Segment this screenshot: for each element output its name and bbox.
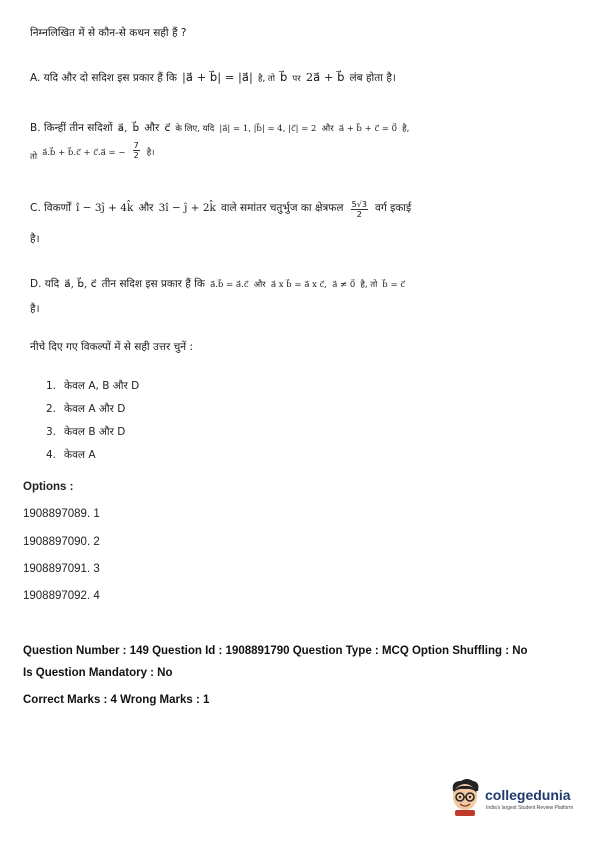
statement-b-a: a⃗ (117, 122, 125, 134)
options-label: Options : (23, 481, 74, 493)
statement-a-b: b⃗ (280, 70, 288, 84)
choice-text: केवल A (64, 449, 96, 461)
choice-number: 2. (46, 403, 57, 415)
option-item-1[interactable]: 1908897089. 1 (23, 508, 100, 520)
statement-b-hai: है, (402, 124, 410, 134)
choice-text: केवल B और D (64, 426, 126, 438)
statement-b-label: B. किन्हीं तीन सदिशों (30, 122, 113, 134)
choice-item (46, 425, 139, 448)
statement-b-aur2: और (321, 124, 334, 134)
choose-prompt: नीचे दिए गए विकल्पों में से सही उत्तर चुनें : (30, 341, 193, 353)
statement-a-label: A. यदि और दो सदिश इस प्रकार हैं कि (30, 72, 177, 84)
choice-number: 1. (46, 380, 57, 392)
statement-a-par: पर (292, 74, 301, 84)
collegedunia-logo (447, 777, 587, 821)
choice-number: 4. (46, 449, 57, 461)
statement-b-b: b⃗ (132, 122, 140, 134)
statement-a (30, 66, 396, 86)
choice-text: केवल A और D (64, 403, 126, 415)
statement-c-num: 5√3 (351, 200, 367, 209)
question-info-line3: Correct Marks : 4 Wrong Marks : 1 (23, 694, 210, 706)
statement-d-hai-to: है, तो (360, 280, 378, 290)
question-info-line2: Is Question Mandatory : No (23, 667, 173, 679)
statement-c (30, 196, 411, 219)
statement-c-end2: है। (30, 233, 40, 245)
statement-a-mid: है, तो (257, 74, 275, 84)
choice-item (46, 379, 139, 402)
statement-b (30, 116, 409, 136)
statement-c-mid: वाले समांतर चतुर्भुज का क्षेत्रफल (220, 202, 344, 214)
statement-a-end: लंब होता है। (349, 72, 396, 84)
statement-c-aur: और (138, 202, 154, 214)
statement-c-end: वर्ग इकाई (375, 202, 412, 214)
statement-c-den: 2 (356, 210, 362, 219)
option-item-2[interactable]: 1908897090. 2 (23, 536, 100, 548)
logo-tagline: India's largest Student Review Platform (486, 805, 574, 811)
choice-list (46, 379, 139, 471)
statement-d-concl: b⃗ = c⃗ (382, 280, 406, 290)
statement-d-end: है। (30, 303, 40, 315)
choice-item (46, 448, 139, 471)
statement-b-aur: और (144, 122, 160, 134)
choice-text: केवल A, B और D (64, 380, 140, 392)
statement-b-sum: a⃗ + b⃗ + c⃗ = 0⃗ (338, 124, 398, 134)
statement-b-fraction (133, 141, 140, 160)
statement-a-math: |a⃗ + b⃗| = |a⃗| (182, 70, 253, 84)
statement-b-c: c⃗ (164, 122, 171, 134)
statement-d-eq1: a⃗.b⃗ = a⃗.c⃗ (210, 280, 249, 290)
choice-number: 3. (46, 426, 57, 438)
statement-d-vecs: a⃗, b⃗, c⃗ (64, 278, 97, 290)
choice-item (46, 402, 139, 425)
statement-d-aur: और (253, 280, 266, 290)
question-info-line1: Question Number : 149 Question Id : 1908891790 Question Type : MCQ Option Shuffling : No (23, 645, 528, 657)
statement-b-hai2: है। (146, 148, 155, 158)
statement-b-line2 (30, 140, 155, 164)
logo-name: collegedunia (485, 787, 571, 803)
statement-b-cond: |a⃗| = 1, |b⃗| = 4, |c⃗| = 2 (219, 124, 317, 134)
statement-b-ke-liye: के लिए, यदि (175, 124, 215, 134)
statement-b-to: तो (30, 152, 38, 162)
mascot-icon (447, 777, 483, 817)
statement-c-v1: î − 3ĵ + 4k̂ (76, 202, 134, 214)
statement-c-v2: 3î − ĵ + 2k̂ (158, 202, 216, 214)
statement-b-dot-expr: a⃗.b⃗ + b⃗.c⃗ + c⃗.a⃗ = − (42, 148, 126, 158)
statement-c-fraction (351, 200, 368, 219)
statement-d-eq2: a⃗ x b⃗ = a⃗ x c⃗, (270, 280, 327, 290)
option-item-3[interactable]: 1908897091. 3 (23, 563, 100, 575)
statement-d (30, 272, 405, 292)
statement-b-den: 2 (133, 151, 139, 160)
question-stem: निम्नलिखित में से कौन-से कथन सही हैं ? (30, 27, 187, 39)
question-info (23, 640, 583, 711)
statement-d-label: D. यदि (30, 278, 60, 290)
statement-d-neq: a⃗ ≠ 0⃗ (332, 280, 356, 290)
option-item-4[interactable]: 1908897092. 4 (23, 590, 100, 602)
statement-b-comma: , (124, 122, 128, 134)
statement-d-mid: तीन सदिश इस प्रकार हैं कि (101, 278, 205, 290)
statement-b-num: 7 (133, 141, 139, 150)
statement-c-label: C. विकर्णों (30, 202, 71, 214)
statement-a-expr: 2a⃗ + b⃗ (305, 70, 345, 84)
